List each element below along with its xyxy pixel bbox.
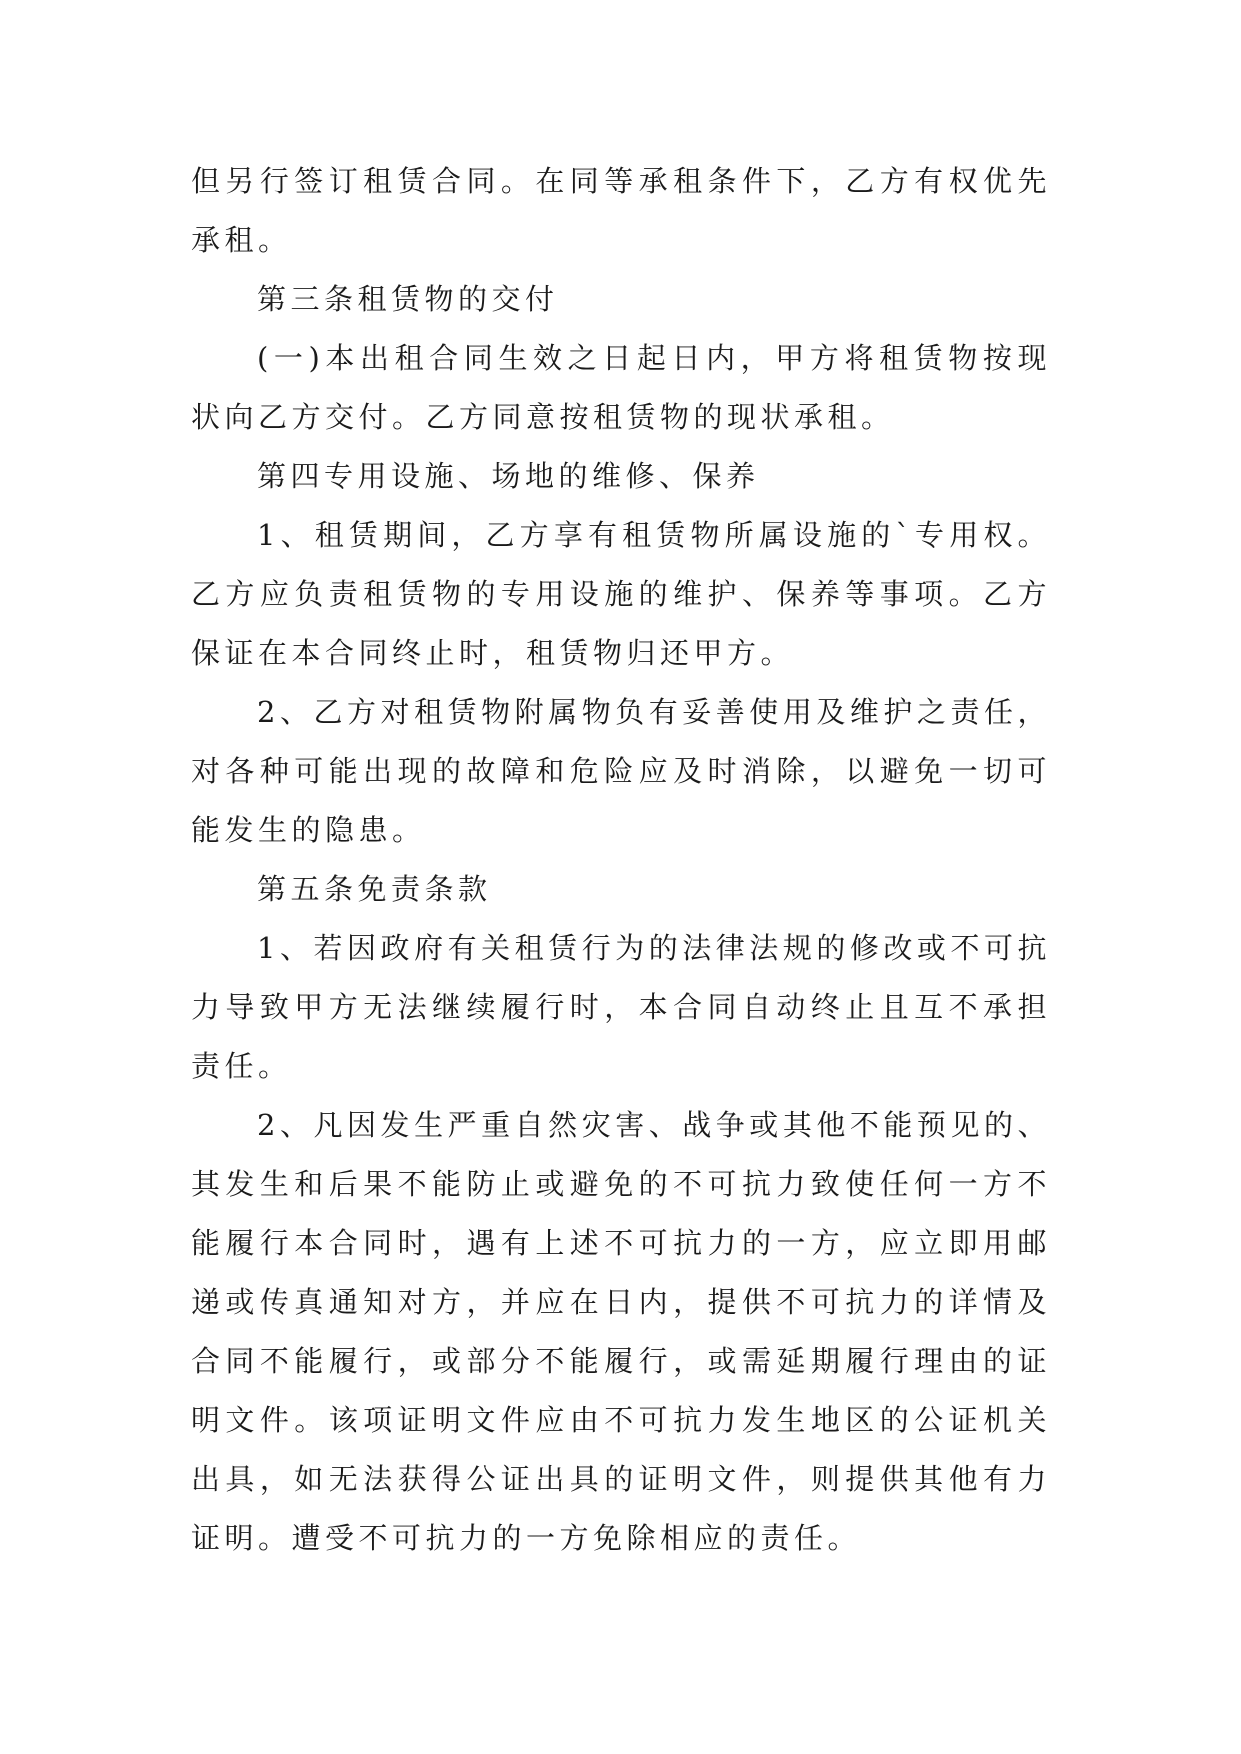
paragraph-article-3-item-1: (一)本出租合同生效之日起日内，甲方将租赁物按现状向乙方交付。乙方同意按租赁物的现状承租。 [191, 341, 1051, 434]
paragraph-article-4-item-1: 1、租赁期间，乙方享有租赁物所属设施的`专用权。乙方应负责租赁物的专用设施的维护、保养等事项。乙方保证在本合同终止时，租赁物归还甲方。 [191, 518, 1051, 670]
paragraph-continuation: 但另行签订租赁合同。在同等承租条件下，乙方有权优先承租。 [191, 164, 1051, 257]
document-body [191, 152, 1051, 1568]
paragraph-article-4-item-2: 2、乙方对租赁物附属物负有妥善使用及维护之责任，对各种可能出现的故障和危险应及时消除，以避免一切可能发生的隐患。 [191, 695, 1051, 847]
paragraph-article-5-item-1: 1、若因政府有关租赁行为的法律法规的修改或不可抗力导致甲方无法继续履行时，本合同自动终止且互不承担责任。 [191, 931, 1051, 1083]
paragraph-article-5-item-2: 2、凡因发生严重自然灾害、战争或其他不能预见的、其发生和后果不能防止或避免的不可抗力致使任何一方不能履行本合同时，遇有上述不可抗力的一方，应立即用邮递或传真通知对方，并应在日内，提供不可抗力的详情及合同不能履行，或部分不能履行，或需延期履行理由的证明文件。该项证明文件应由不可抗力发生地区的公证机关出具，如无法获得公证出具的证明文件，则提供其他有力证明。遭受不可抗力的一方免除相应的责任。 [191, 1108, 1051, 1555]
heading-article-4: 第四专用设施、场地的维修、保养 [257, 459, 760, 493]
heading-article-5: 第五条免责条款 [257, 872, 492, 906]
heading-article-3: 第三条租赁物的交付 [257, 282, 559, 316]
